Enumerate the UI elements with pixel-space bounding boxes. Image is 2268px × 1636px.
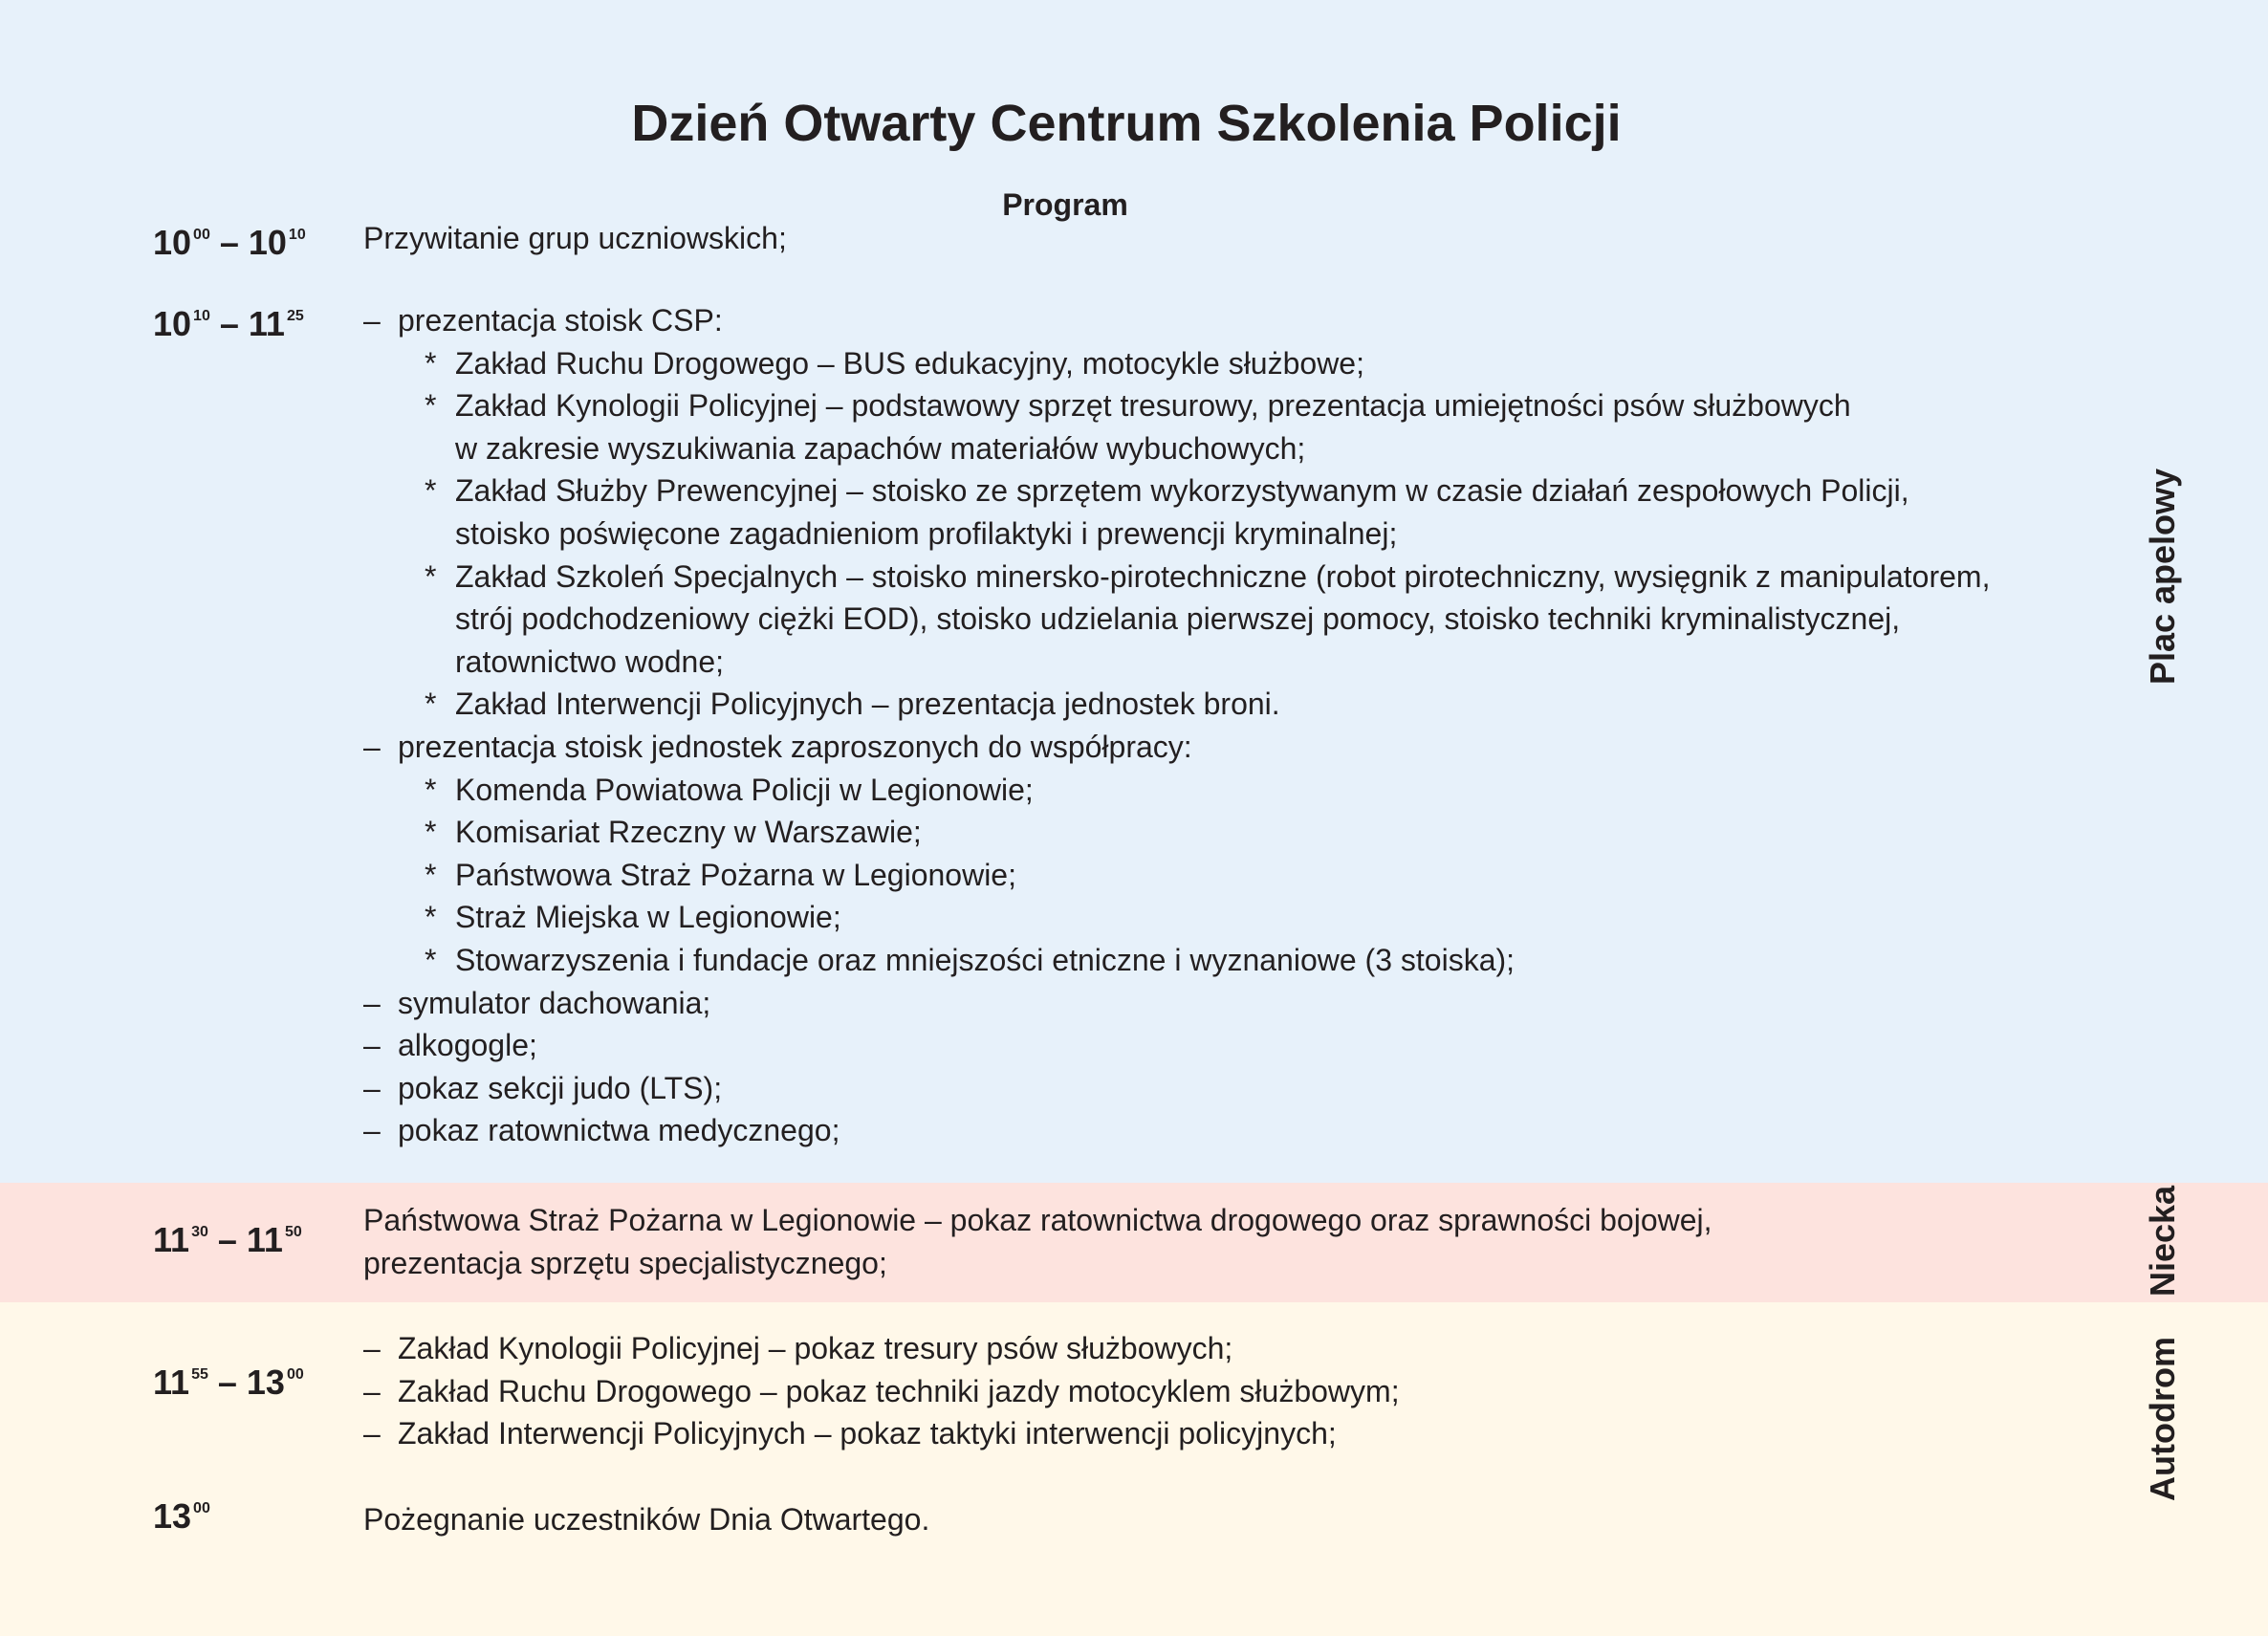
list-item: – pokaz ratownictwa medycznego; <box>363 1113 840 1148</box>
sub-list-item: * Stowarzyszenia i fundacje oraz mniejszości etniczne i wyznaniowe (3 stoiska); <box>425 942 1516 977</box>
sub-list-item: * Zakład Służby Prewencyjnej – stoisko ze sprzętem wykorzystywanym w czasie działań zespołowych Policji, stoisko poświęcone zagadnieniom profilaktyki i prewencji kryminalnej; <box>425 473 1909 551</box>
list-item: – alkogogle; <box>363 1028 537 1063</box>
sub-list-item: * Zakład Kynologii Policyjnej – podstawowy sprzęt tresurowy, prezentacja umiejętności psów służbowych w zakresie wyszukiwania zapachów materiałów wybuchowych; <box>425 388 1851 466</box>
sub-list-item: * Komisariat Rzeczny w Warszawie; <box>425 815 922 850</box>
time-slot: 10 $^{10}$ – 11 $^{25}$ <box>153 304 304 343</box>
sub-list-item: * Straż Miejska w Legionowie; <box>425 900 841 935</box>
sub-list-item: * Państwowa Straż Pożarna w Legionowie; <box>425 857 1016 892</box>
page-title: Dzień Otwarty Centrum Szkolenia Policji <box>631 95 1622 152</box>
entry-text: Przywitanie grup uczniowskich; <box>363 221 787 255</box>
sub-list-item: * Zakład Ruchu Drogowego – BUS edukacyjny, motocykle służbowe; <box>425 345 1364 381</box>
page-subtitle: Program <box>1002 187 1128 222</box>
time-slot: 13 $^{00}$ <box>153 1496 210 1536</box>
list-item: – Zakład Ruchu Drogowego – pokaz techniki jazdy motocyklem służbowym; <box>363 1373 1400 1408</box>
schedule-entry <box>363 217 787 260</box>
time-slot: 11 $^{55}$ – 13 $^{00}$ <box>153 1363 304 1402</box>
schedule-entry <box>363 1199 1712 1284</box>
list-item: – prezentacja stoisk jednostek zaproszonych do współpracy: <box>363 729 1192 764</box>
entry-line: Państwowa Straż Pożarna w Legionowie – pokaz ratownictwa drogowego oraz sprawności bojowej, <box>363 1203 1712 1237</box>
schedule-entry <box>363 1498 929 1541</box>
list-item: – Zakład Interwencji Policyjnych – pokaz taktyki interwencji policyjnych; <box>363 1416 1337 1451</box>
list-item: – prezentacja stoisk CSP: <box>363 303 723 338</box>
entry-text: Pożegnanie uczestników Dnia Otwartego. <box>363 1502 930 1537</box>
time-slot: 10 $^{00}$ – 10 $^{10}$ <box>153 223 306 262</box>
schedule-entry <box>363 1327 1400 1455</box>
sub-list-item: * Zakład Interwencji Policyjnych – prezentacja jednostek broni. <box>425 687 1280 722</box>
entry-line: prezentacja sprzętu specjalistycznego; <box>363 1245 887 1280</box>
sub-list <box>363 769 1990 982</box>
sub-list-item: * Komenda Powiatowa Policji w Legionowie; <box>425 772 1034 807</box>
sub-list <box>363 342 1990 726</box>
time-slot: 11 $^{30}$ – 11 $^{50}$ <box>153 1220 302 1259</box>
schedule-entry <box>363 299 1990 1152</box>
sub-list-item: * Zakład Szkoleń Specjalnych – stoisko minersko-pirotechniczne (robot pirotechniczny, wysięgnik z manipulatorem, strój podchodzeniowy ciężki EOD), stoisko udzielania pierwszej pomocy, stoisko techniki kryminalistycznej, ratownictwo wodne; <box>425 558 1991 679</box>
list-item: – pokaz sekcji judo (LTS); <box>363 1070 723 1105</box>
list-item: – Zakład Kynologii Policyjnej – pokaz tresury psów służbowych; <box>363 1331 1233 1365</box>
list-item: – symulator dachowania; <box>363 985 711 1020</box>
